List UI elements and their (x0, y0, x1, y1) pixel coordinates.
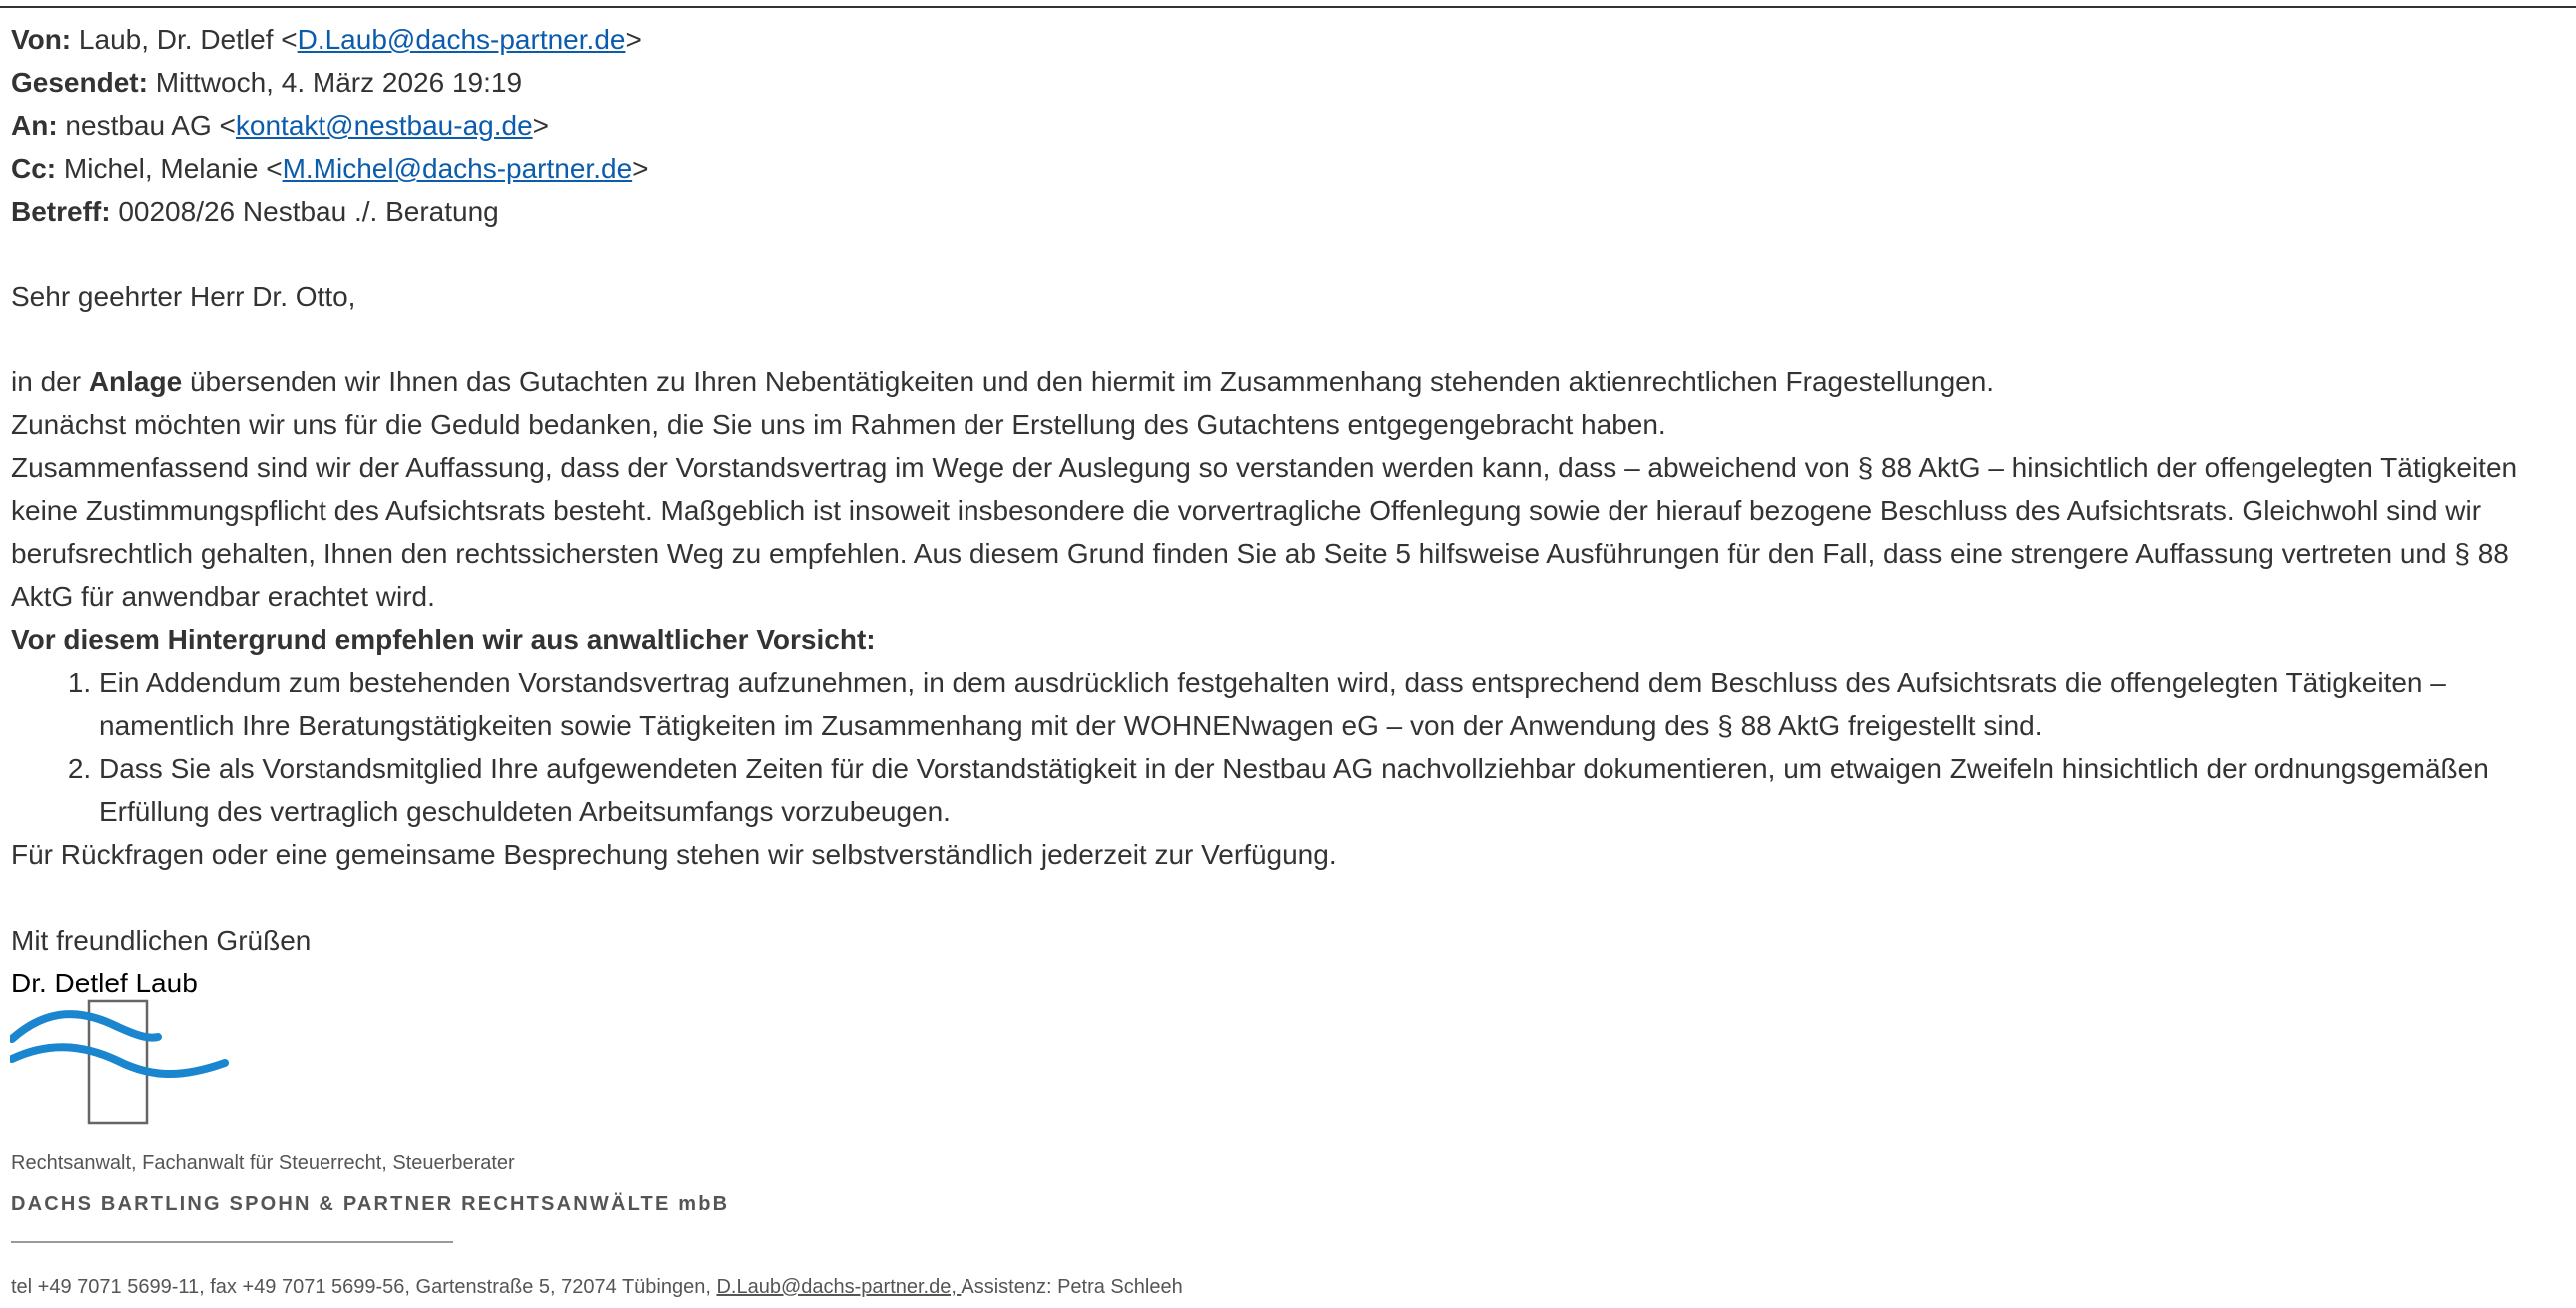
to-label: An: (11, 110, 58, 141)
recommendation-heading-text: Vor diesem Hintergrund empfehlen wir aus anwaltlicher Vorsicht: (11, 624, 876, 655)
subject-value: 00208/26 Nestbau ./. Beratung (110, 196, 499, 227)
paragraph-summary: Zusammenfassend sind wir der Auffassung, dass der Vorstandsvertrag im Wege der Auslegung so verstanden werden kann, dass – abweichend von § 88 AktG – hinsichtlich der offengelegten Tätigkeiten keine Zustimmungspflicht des Aufsichtsrats besteht. Maßgeblich ist insoweit insbesondere die vorvertragliche Offenlegung sowie der hierauf bezogene Beschluss des Aufsichtsrats. Gleichwohl sind wir berufsrechtlich gehalten, Ihnen den rechtssichersten Weg zu empfehlen. Aus diesem Grund finden Sie ab Seite 5 hilfsweise Ausführungen für den Fall, dass eine strengere Auffassung vertreten und § 88 AktG für anwendbar erachtet wird. (11, 452, 2518, 612)
contact-details: tel +49 7071 5699-11, fax +49 7071 5699-56, Gartenstraße 5, 72074 Tübingen, (11, 1276, 717, 1298)
paragraph-attachment (11, 360, 2562, 403)
cc-name: Michel, Melanie < (56, 153, 283, 184)
spacer (11, 318, 2562, 360)
from-bracket: > (625, 24, 642, 55)
from-line (11, 18, 649, 61)
paragraph-thanks: Zunächst möchten wir uns für die Geduld bedanken, die Sie uns im Rahmen der Erstellung des Gutachtens entgegengebracht haben. (11, 409, 1666, 440)
recommendation-list (11, 661, 2562, 833)
signature-title: Rechtsanwalt, Fachanwalt für Steuerrecht, Steuerberater (11, 1152, 515, 1174)
contact-assistant: Assistenz: Petra Schleeh (961, 1276, 1183, 1298)
sent-line (11, 61, 649, 104)
subject-line (11, 190, 649, 233)
list-item: 2. Dass Sie als Vorstandsmitglied Ihre aufgewendeten Zeiten für die Vorstandstätigkeit in der Nestbau AG nachvollziehbar dokumentieren, um etwaigen Zweifeln hinsichtlich der ordnungsgemäßen Erfüllung des vertraglich geschuldeten Arbeitsumfangs vorzubeugen. (99, 747, 2562, 833)
contact-email-link[interactable]: D.Laub@dachs-partner.de, (716, 1276, 962, 1298)
p1-bold-anlage: Anlage (88, 366, 183, 397)
signature-name: Dr. Detlef Laub (11, 968, 198, 998)
email-body (11, 275, 2562, 1004)
list-item: 1. Ein Addendum zum bestehenden Vorstandsvertrag aufzunehmen, in dem ausdrücklich festgehalten wird, dass entsprechend dem Beschluss des Aufsichtsrats die offengelegten Tätigkeiten – namentlich Ihre Beratungstätigkeiten sowie Tätigkeiten im Zusammenhang mit der WOHNENwagen eG – von der Anwendung des § 88 AktG freigestellt sind. (99, 661, 2562, 747)
closing-line: Für Rückfragen oder eine gemeinsame Besprechung stehen wir selbstverständlich jederzeit zur Verfügung. (11, 839, 1337, 870)
cc-label: Cc: (11, 153, 57, 184)
cc-bracket: > (632, 153, 649, 184)
from-email-link[interactable]: D.Laub@dachs-partner.de (297, 24, 626, 55)
to-bracket: > (532, 110, 549, 141)
p1-rest: übersenden wir Ihnen das Gutachten zu Ihren Nebentätigkeiten und den hiermit im Zusammenhang stehenden aktienrechtlichen Fragestellungen. (182, 366, 1995, 397)
salutation: Sehr geehrter Herr Dr. Otto, (11, 281, 356, 312)
to-line (11, 104, 649, 147)
top-divider (0, 6, 2576, 8)
p1-start: in der (11, 366, 89, 397)
sent-label: Gesendet: (11, 67, 148, 98)
wave-logo-icon (10, 997, 230, 1127)
greeting: Mit freundlichen Grüßen (11, 925, 312, 956)
cc-line (11, 147, 649, 190)
email-header (11, 18, 649, 233)
spacer (11, 876, 2562, 919)
subject-label: Betreff: (11, 196, 111, 227)
to-name: nestbau AG < (57, 110, 236, 141)
firm-name: DACHS BARTLING SPOHN & PARTNER RECHTSANWÄLTE mbB (11, 1193, 730, 1215)
from-label: Von: (11, 24, 72, 55)
recommendation-heading (11, 618, 2562, 661)
signature-divider (11, 1241, 453, 1243)
cc-email-link[interactable]: M.Michel@dachs-partner.de (282, 153, 633, 184)
from-name: Laub, Dr. Detlef < (71, 24, 298, 55)
sent-value: Mittwoch, 4. März 2026 19:19 (147, 67, 523, 98)
logo-graphic (10, 997, 230, 1127)
contact-line (11, 1276, 1183, 1299)
to-email-link[interactable]: kontakt@nestbau-ag.de (235, 110, 533, 141)
